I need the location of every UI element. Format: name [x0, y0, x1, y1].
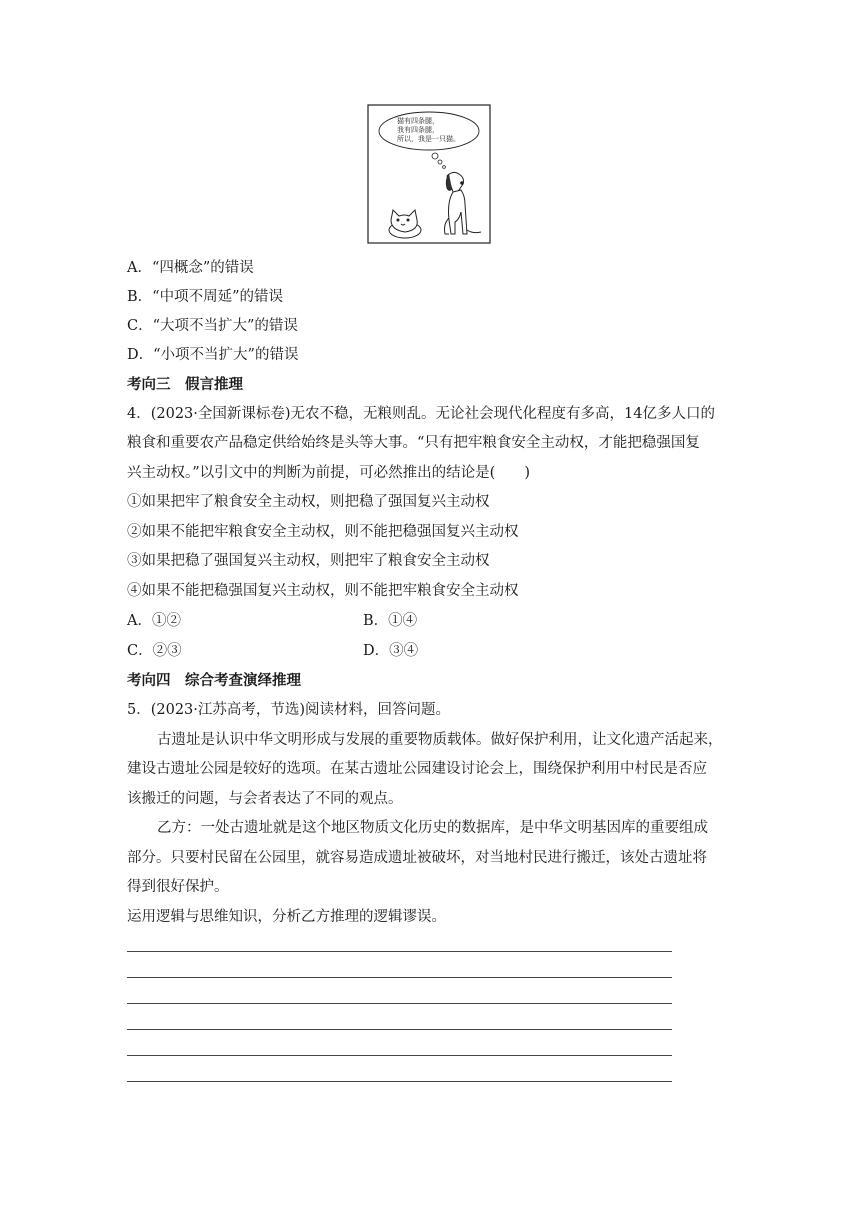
q3-option-a: A．“四概念”的错误 [127, 260, 254, 276]
thought-line-3: 所以，我是一只猫。 [397, 135, 460, 143]
q5-material-line-5: 部分。只要村民留在公园里，就容易造成遗址被破坏，对当地村民进行搬迁，该处古遗址将 [127, 850, 707, 866]
q5-header: 5．(2023·江苏高考，节选)阅读材料，回答问题。 [127, 702, 451, 718]
cat-dog-cartoon [367, 104, 491, 244]
q4-statement-4: ④如果不能把稳强国复兴主动权，则不能把牢粮食安全主动权 [127, 583, 519, 599]
answer-line[interactable] [127, 1081, 672, 1082]
answer-line[interactable] [127, 1055, 672, 1056]
q4-option-d: D．③④ [363, 643, 419, 659]
q4-line-1: 4．(2023·全国新课标卷)无农不稳，无粮则乱。无论社会现代化程度有多高，14亿多人口的 [127, 406, 715, 422]
q5-material-line-6: 得到很好保护。 [127, 879, 229, 895]
section4-heading: 考向四 综合考查演绎推理 [127, 672, 301, 689]
q5-material-line-1: 古遗址是认识中华文明形成与发展的重要物质载体。做好保护利用，让文化遗产活起来， [157, 732, 723, 748]
q5-material-line-3: 该搬迁的问题，与会者表达了不同的观点。 [127, 791, 403, 807]
q4-line-2: 粮食和重要农产品稳定供给始终是头等大事。“只有把牢粮食安全主动权，才能把稳强国复 [127, 435, 700, 451]
q4-statement-1: ①如果把牢了粮食安全主动权，则把稳了强国复兴主动权 [127, 494, 490, 510]
answer-line[interactable] [127, 1003, 672, 1004]
q5-prompt: 运用逻辑与思维知识，分析乙方推理的逻辑谬误。 [127, 909, 446, 925]
q4-option-b: B．①④ [363, 613, 418, 629]
q4-option-a: A．①② [127, 613, 181, 629]
answer-line[interactable] [127, 977, 672, 978]
answer-line[interactable] [127, 1029, 672, 1030]
q4-option-c: C．②③ [127, 643, 182, 659]
thought-line-1: 猫有四条腿， [397, 117, 439, 125]
q5-material-line-4: 乙方：一处古遗址就是这个地区物质文化历史的数据库，是中华文明基因库的重要组成 [157, 820, 708, 836]
q3-option-d: D．“小项不当扩大”的错误 [127, 347, 299, 363]
q3-option-b: B．“中项不周延”的错误 [127, 289, 283, 305]
q3-option-c: C．“大项不当扩大”的错误 [127, 318, 298, 334]
q4-statement-2: ②如果不能把牢粮食安全主动权，则不能把稳强国复兴主动权 [127, 524, 519, 540]
answer-line[interactable] [127, 951, 672, 952]
q5-material-line-2: 建设古遗址公园是较好的选项。在某古遗址公园建设讨论会上，围绕保护利用中村民是否应 [127, 761, 707, 777]
q4-line-3: 兴主动权。”以引文中的判断为前提，可必然推出的结论是( ) [127, 465, 530, 481]
section3-heading: 考向三 假言推理 [127, 376, 243, 393]
q4-statement-3: ③如果把稳了强国复兴主动权，则把牢了粮食安全主动权 [127, 553, 490, 569]
thought-line-2: 我有四条腿， [397, 126, 439, 134]
